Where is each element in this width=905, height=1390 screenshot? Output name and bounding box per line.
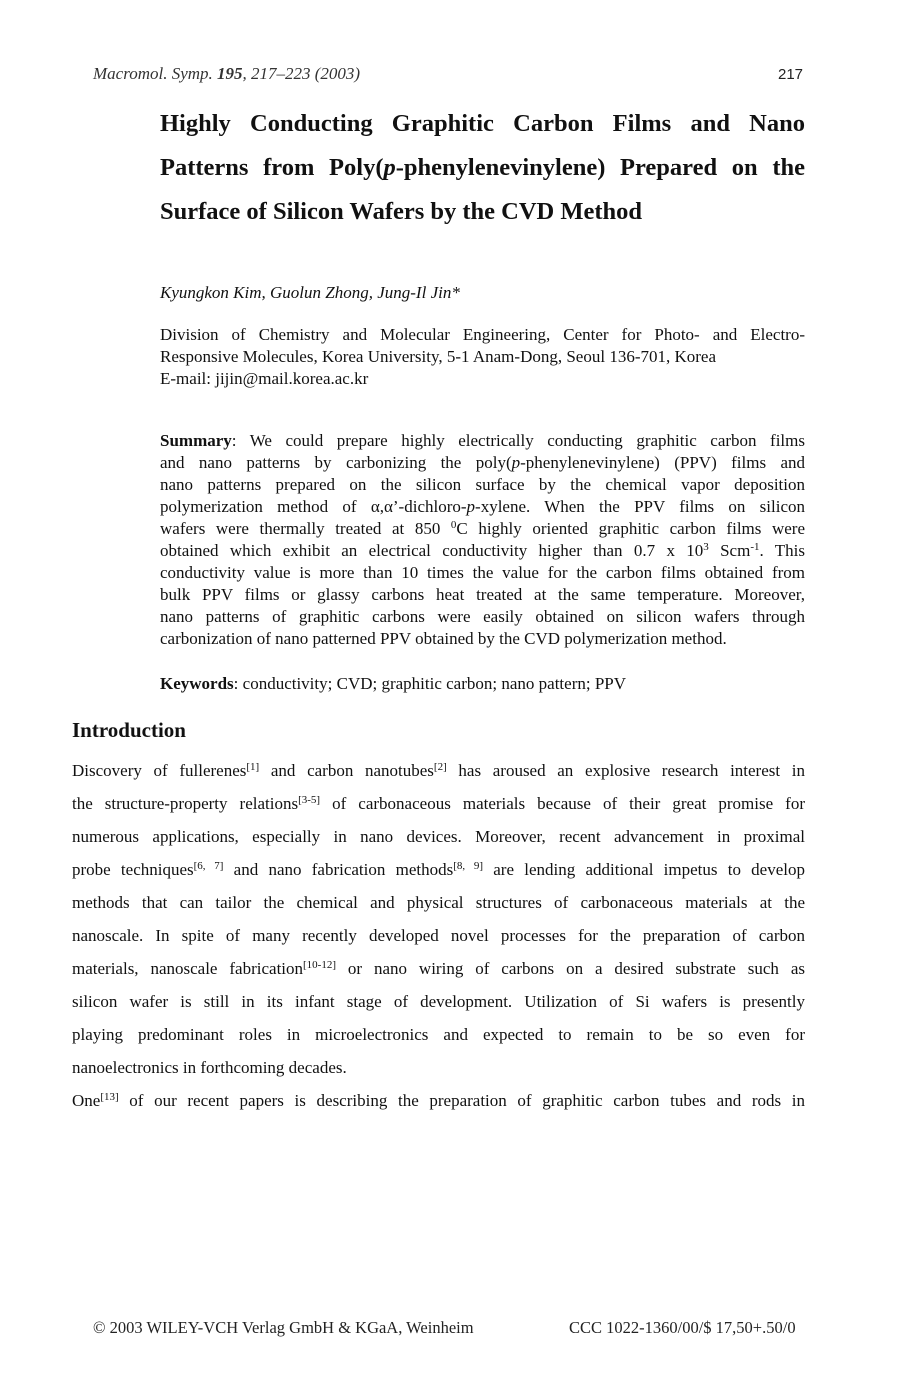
summary-label: Summary	[160, 431, 232, 450]
section-heading-introduction: Introduction	[72, 718, 186, 742]
summary-line: Summary: We could prepare highly electrically conducting graphitic carbon films	[160, 431, 805, 450]
abstract-summary	[160, 430, 805, 650]
paper-title-line-2: Patterns from Poly(p-phenylenevinylene) Prepared on the	[160, 154, 805, 181]
journal-citation	[93, 64, 360, 84]
body-line: methods that can tailor the chemical and physical structures of carbonaceous materials at the	[72, 893, 805, 912]
keywords-text: : conductivity; CVD; graphitic carbon; nano pattern; PPV	[233, 674, 627, 693]
affiliation	[160, 324, 805, 390]
body-line: nanoscale. In spite of many recently developed novel processes for the preparation of carbon	[72, 926, 805, 945]
authors: Kyungkon Kim, Guolun Zhong, Jung-Il Jin*	[160, 283, 460, 302]
journal-pages-year: , 217–223 (2003)	[242, 64, 361, 83]
body-line: probe techniques[6, 7] and nano fabrication methods[8, 9] are lending additional impetus to develop	[72, 860, 805, 879]
introduction-body	[72, 754, 805, 1117]
body-line: silicon wafer is still in its infant stage of development. Utilization of Si wafers is presently	[72, 992, 805, 1011]
affiliation-email: E-mail: jijin@mail.korea.ac.kr	[160, 369, 369, 388]
summary-line: conductivity value is more than 10 times the value for the carbon films obtained from	[160, 563, 805, 582]
paper-title-line-1: Highly Conducting Graphitic Carbon Films and Nano	[160, 110, 805, 137]
citation: [6, 7]	[193, 860, 224, 872]
citation: [3-5]	[298, 794, 321, 806]
summary-line: bulk PPV films or glassy carbons heat treated at the same temperature. Moreover,	[160, 585, 805, 604]
summary-line: polymerization method of α,α’-dichloro-p-xylene. When the PPV films on silicon	[160, 497, 805, 516]
summary-line: nano patterns prepared on the silicon surface by the chemical vapor deposition	[160, 475, 805, 494]
summary-line: and nano patterns by carbonizing the poly(p-phenylenevinylene) (PPV) films and	[160, 453, 806, 472]
summary-line: wafers were thermally treated at 850 $^0$C highly oriented graphitic carbon films were	[160, 519, 805, 538]
keywords-label: Keywords	[160, 674, 234, 693]
journal-volume: 195	[217, 64, 243, 83]
body-line: playing predominant roles in microelectronics and expected to remain to be so even for	[72, 1025, 805, 1044]
body-line: numerous applications, especially in nano devices. Moreover, recent advancement in proximal	[72, 827, 805, 846]
copyright-footer: © 2003 WILEY-VCH Verlag GmbH & KGaA, Weinheim	[93, 1318, 474, 1337]
summary-line: carbonization of nano patterned PPV obtained by the CVD polymerization method.	[160, 629, 727, 648]
body-line: Discovery of fullerenes[1] and carbon nanotubes[2] has aroused an explosive research interest in	[72, 761, 805, 780]
citation: [8, 9]	[453, 860, 484, 872]
citation: [1]	[246, 761, 260, 773]
citation: [10-12]	[303, 959, 337, 971]
page-number: 217	[778, 66, 804, 83]
affiliation-line-1: Division of Chemistry and Molecular Engineering, Center for Photo- and Electro-	[160, 325, 805, 344]
journal-name: Macromol. Symp.	[93, 64, 213, 83]
body-line: the structure-property relations[3-5] of carbonaceous materials because of their great promise for	[72, 794, 805, 813]
paper-title-line-3: Surface of Silicon Wafers by the CVD Method	[160, 198, 643, 225]
citation: [13]	[100, 1091, 119, 1103]
body-line: One[13] of our recent papers is describing the preparation of graphitic carbon tubes and rods in	[72, 1091, 805, 1110]
citation: [2]	[433, 761, 447, 773]
summary-line: nano patterns of graphitic carbons were easily obtained on silicon wafers through	[160, 607, 805, 626]
affiliation-line-2: Responsive Molecules, Korea University, 5-1 Anam-Dong, Seoul 136-701, Korea	[160, 347, 717, 366]
ccc-code-footer: CCC 1022-1360/00/$ 17,50+.50/0	[569, 1318, 796, 1337]
summary-line: obtained which exhibit an electrical conductivity higher than 0.7 x $10^3$ Scm$^{-1}$. This	[160, 541, 805, 560]
keywords	[160, 674, 626, 694]
body-line: nanoelectronics in forthcoming decades.	[72, 1058, 347, 1077]
body-line: materials, nanoscale fabrication[10-12] or nano wiring of carbons on a desired substrate such as	[72, 959, 805, 978]
